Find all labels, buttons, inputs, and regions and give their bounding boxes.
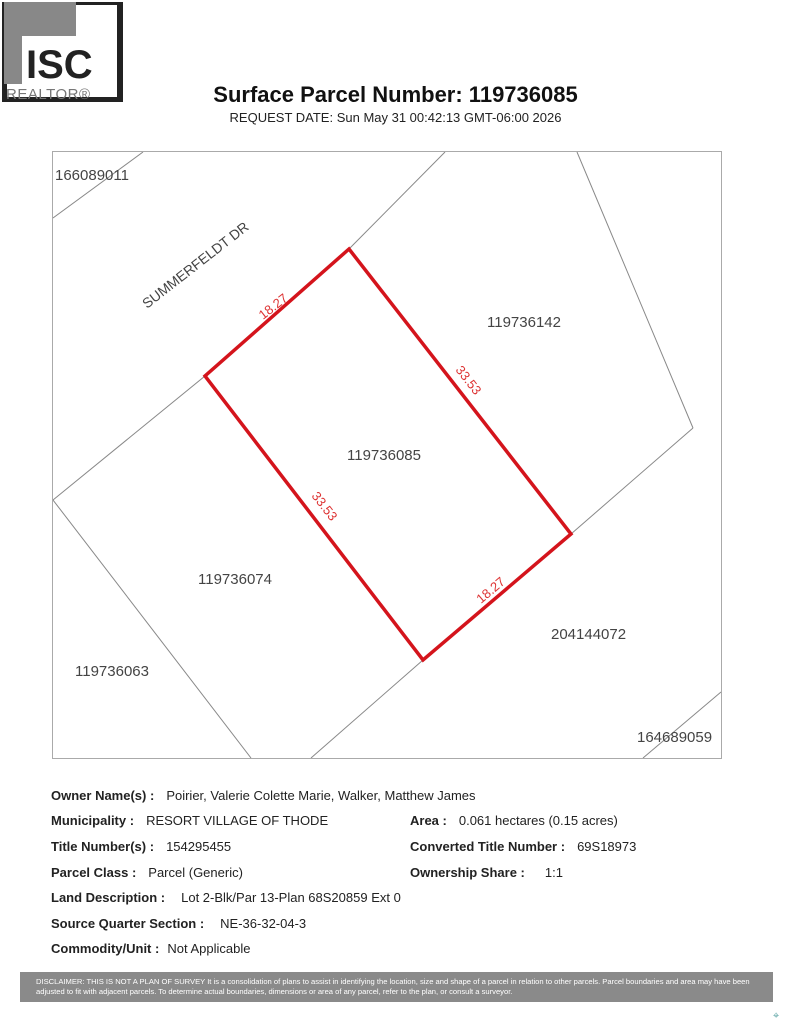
parcel-label-164689059: 164689059: [637, 729, 713, 746]
converted-title-value: 69S18973: [577, 839, 637, 854]
land-description-label: Land Description :: [51, 890, 166, 905]
parcel-label-166089011: 166089011: [55, 167, 129, 184]
page-title: Surface Parcel Number: 119736085: [213, 82, 578, 107]
municipality-value: RESORT VILLAGE OF THODE: [146, 813, 329, 828]
owner-value: Poirier, Valerie Colette Marie, Walker, Matthew James: [166, 788, 476, 803]
owner-label: Owner Name(s) :: [51, 788, 155, 803]
street-line-left: [53, 376, 205, 500]
source-quarter-row: [51, 916, 306, 931]
parcel-map: [52, 151, 722, 759]
commodity-label: Commodity/Unit :: [51, 941, 160, 956]
parcel-class-label: Parcel Class :: [51, 865, 137, 880]
owner-row: [51, 788, 476, 803]
parcel-label-204144072: 204144072: [551, 626, 627, 643]
municipality-row: [51, 813, 328, 828]
parcel-label-119736074: 119736074: [198, 571, 272, 588]
commodity-row: [51, 941, 250, 956]
parcel-label-119736063: 119736063: [75, 663, 149, 680]
request-date: REQUEST DATE: Sun May 31 00:42:13 GMT-06:00 2026: [229, 110, 562, 125]
street-label: SUMMERFELDT DR: [138, 218, 252, 312]
disclaimer: DISCLAIMER: THIS IS NOT A PLAN OF SURVEY It is a consolidation of plans to assist in identifying the location, size and shape of a parcel in relation to other parcels. Parcel boundaries and area may have been adjusted to fit with adjacent parcels. To determine actual boundaries, dimensions or area of any parcel, refer to the plan, or consult a surveyor.: [20, 972, 773, 1002]
logo-letters: ISC: [26, 43, 93, 87]
ownership-share-value: 1:1: [544, 865, 563, 880]
land-description-row: [51, 890, 401, 905]
subject-parcel-label: 119736085: [347, 447, 421, 464]
area-row: [410, 813, 618, 828]
area-label: Area :: [410, 813, 447, 828]
location-pin-icon: ⌖: [773, 1010, 780, 1022]
title-number-value: 154295455: [166, 839, 232, 854]
parcel-class-row: [51, 865, 243, 880]
converted-title-label: Converted Title Number :: [410, 839, 566, 854]
commodity-value: Not Applicable: [167, 941, 251, 956]
area-value: 0.061 hectares (0.15 acres): [458, 813, 618, 828]
street-line-right: [349, 152, 445, 249]
realtor-text: REALTOR®: [6, 86, 91, 103]
dimension-side-right: 33.53: [452, 362, 485, 398]
parcel-class-value: Parcel (Generic): [148, 865, 243, 880]
dimension-rear: 18.27: [473, 573, 508, 607]
land-description-value: Lot 2-Blk/Par 13-Plan 68S20859 Ext 0: [181, 890, 401, 905]
dimension-side-left: 33.53: [308, 488, 341, 524]
ownership-share-row: [410, 865, 563, 880]
dimension-front: 18.27: [255, 290, 291, 323]
source-quarter-label: Source Quarter Section :: [51, 916, 205, 931]
title-number-label: Title Number(s) :: [51, 839, 155, 854]
municipality-label: Municipality :: [51, 813, 135, 828]
ownership-share-label: Ownership Share :: [410, 865, 525, 880]
title-number-row: [51, 839, 231, 854]
converted-title-row: [410, 839, 636, 854]
parcel-map-svg: [53, 152, 721, 758]
parcel-label-119736142: 119736142: [487, 314, 561, 331]
source-quarter-value: NE-36-32-04-3: [220, 916, 307, 931]
